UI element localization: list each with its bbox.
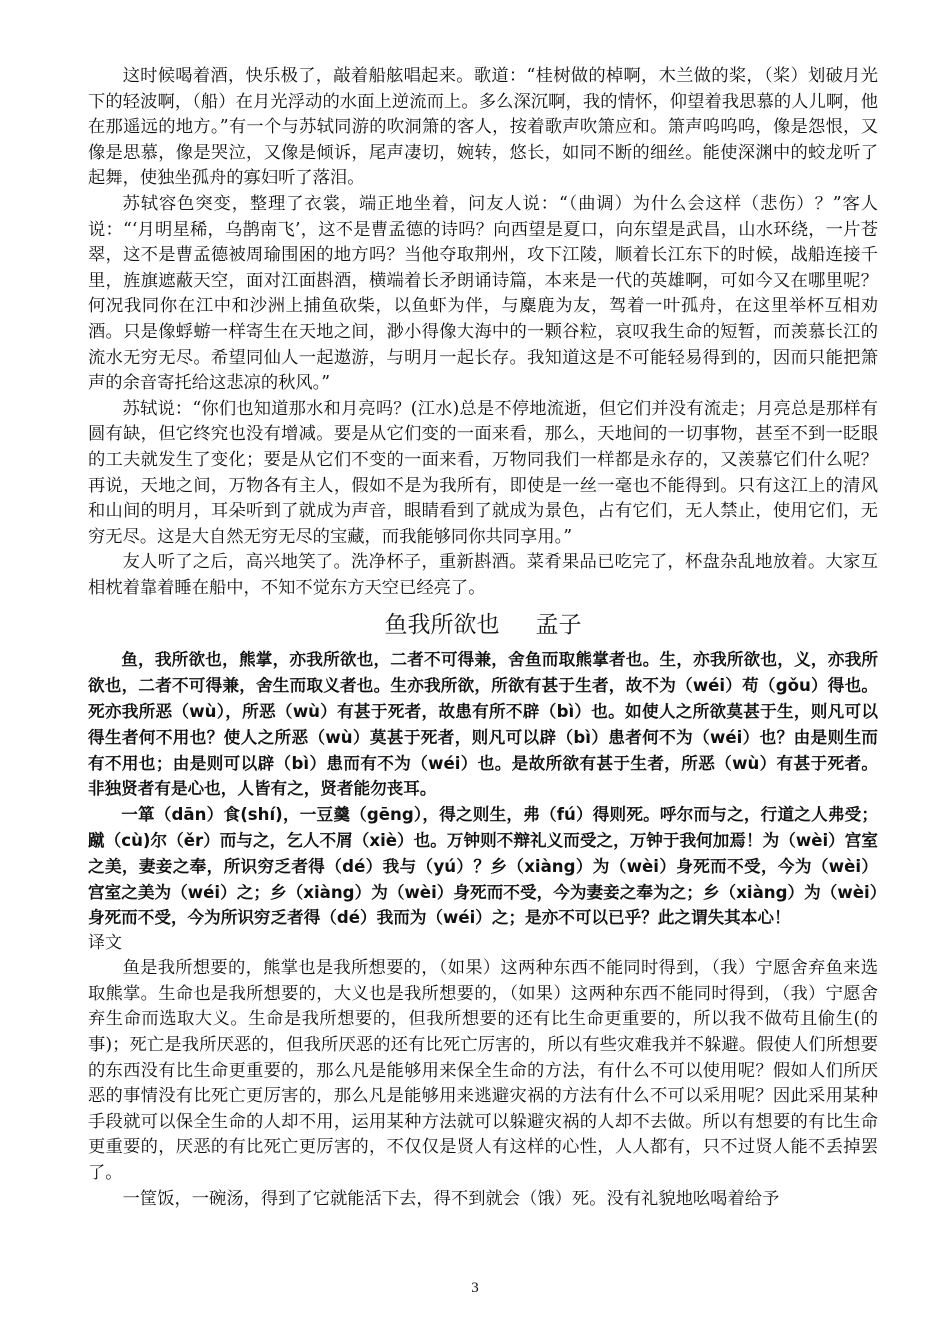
translation-paragraph-2: 苏轼容色突变，整理了衣裳，端正地坐着，问友人说：“（曲调）为什么会这样（悲伤）？”客人说：“‘月明星稀，乌鹊南飞’，这不是曹孟德的诗吗？向西望是夏口，向东望是武昌，山水环绕，一片苍翠，这不是曹孟德被周瑜围困的地方吗？当他夺取荆州，攻下江陵，顺着长江东下的时候，战船连接千里，旌旗遮蔽天空，面对江面斟酒，横端着长矛朗诵诗篇，本来是一代的英雄啊，可如今又在哪里呢？何况我同你在江中和沙洲上捕鱼砍柴，以鱼虾为伴，与麋鹿为友，驾着一叶孤舟，在这里举杯互相劝酒。只是像蜉蝣一样寄生在天地之间，渺小得像大海中的一颗谷粒，哀叹我生命的短暂，而羡慕长江的流水无穷无尽。希望同仙人一起遨游，与明月一起长存。我知道这是不可能轻易得到的，因而只能把箫声的余音寄托给这悲凉的秋风。” bbox=[88, 193, 878, 394]
translation-label: 译文 bbox=[88, 933, 122, 954]
page-number: 3 bbox=[471, 1280, 479, 1296]
translation-paragraph-4: 友人听了之后，高兴地笑了。洗净杯子，重新斟酒。菜肴果品已吃完了，杯盘杂乱地放着。大家互相枕着靠着睡在船中，不知不觉东方天空已经亮了。 bbox=[88, 552, 878, 598]
translation-bottom-paragraph-1: 鱼是我所想要的，熊掌也是我所想要的，（如果）这两种东西不能同时得到，（我）宁愿舍弃鱼来选取熊掌。生命也是我所想要的，大义也是我所想要的，（如果）这两种东西不能同时得到，（我）宁愿舍弃生命而选取大义。生命是我所想要的，但我所想要的还有比生命更重要的，所以我不做苟且偷生(的事)；死亡是我所厌恶的，但我所厌恶的还有比死亡厉害的，所以有些灾难我并不躲避。假使人们所想要的东西没有比生命更重要的，那么凡是能够用来保全生命的方法，有什么不可以使用呢？假如人们所厌恶的事情没有比死亡更厉害的，那么凡是能够用来逃避灾祸的方法有什么不可以采用呢？因此采用某种手段就可以保全生命的人却不用，运用某种方法就可以躲避灾祸的人却不去做。所以有想要的有比生命更重要的，厌恶的有比死亡更厉害的，不仅仅是贤人有这样的心性，人人都有，只不过贤人能不丢掉罢了。 bbox=[88, 958, 878, 1183]
section-title: 鱼我所欲也 bbox=[384, 612, 500, 639]
section-heading bbox=[88, 605, 878, 645]
section-author: 孟子 bbox=[535, 612, 582, 639]
translation-paragraph-1: 这时候喝着酒，快乐极了，敲着船舷唱起来。歌道：“桂树做的棹啊，木兰做的桨，（桨）划破月光下的轻波啊，（船）在月光浮动的水面上逆流而上。多么深沉啊，我的情怀，仰望着我思慕的人儿啊，他在那遥远的地方。”有一个与苏轼同游的吹洞箫的客人，按着歌声吹箫应和。箫声呜呜呜，像是怨恨，又像是思慕，像是哭泣，又像是倾诉，尾声凄切，婉转，悠长，如同不断的细丝。能使深渊中的蛟龙听了起舞，使独坐孤舟的寡妇听了落泪。 bbox=[88, 66, 878, 189]
original-paragraph-2: 一箪（dān）食(shí)，一豆羹（gēng），得之则生，弗（fú）得则死。呼尔而与之，行道之人弗受；蹴（cù)尔（ěr）而与之，乞人不屑（xiè）也。万钟则不辩礼义而受之，万钟于我何加焉！为（wèi）宫室之美，妻妾之奉，所识穷乏者得（dé）我与（yú）？乡（xiàng）为（wèi）身死而不受，今为（wèi）宫室之美为（wéi）之；乡（xiàng）为（wèi）身死而不受，今为妻妾之奉为之；乡（xiàng）为（wèi）身死而不受，今为所识穷乏者得（dé）我而为（wéi）之；是亦不可以已乎？此之谓失其本心！ bbox=[88, 805, 878, 928]
document-page bbox=[88, 64, 878, 1212]
translation-bottom-paragraph-2: 一筐饭，一碗汤，得到了它就能活下去，得不到就会（饿）死。没有礼貌地吆喝着给予 bbox=[122, 1188, 780, 1209]
original-text-section bbox=[88, 647, 878, 931]
translation-section-top bbox=[88, 64, 878, 601]
translation-section-bottom bbox=[88, 956, 878, 1212]
translation-paragraph-3: 苏轼说：“你们也知道那水和月亮吗？(江水)总是不停地流逝，但它们并没有流走；月亮总是那样有圆有缺，但它终究也没有增减。要是从它们变的一面来看，那么，天地间的一切事物，甚至不到一眨眼的工夫就发生了变化；要是从它们不变的一面来看，万物同我们一样都是永存的，又羡慕它们什么呢？再说，天地之间，万物各有主人，假如不是为我所有，即使是一丝一毫也不能得到。只有这江上的清风和山间的明月，耳朵听到了就成为声音，眼睛看到了就成为景色，占有它们，无人禁止，使用它们，无穷无尽。这是大自然无穷无尽的宝藏，而我能够同你共同享用。” bbox=[88, 398, 878, 547]
original-paragraph-1: 鱼，我所欲也，熊掌，亦我所欲也，二者不可得兼，舍鱼而取熊掌者也。生，亦我所欲也，义，亦我所欲也，二者不可得兼，舍生而取义者也。生亦我所欲，所欲有甚于生者，故不为（wéi）苟（gǒu）得也。死亦我所恶（wù），所恶（wù）有甚于死者，故患有所不辟（bì）也。如使人之所欲莫甚于生，则凡可以得生者何不用也？使人之所恶（wù）莫甚于死者，则凡可以辟（bì）患者何不为（wéi）也？由是则生而有不用也；由是则可以辟（bì）患而有不为（wéi）也。是故所欲有甚于生者，所恶（wù）有甚于死者。非独贤者有是心也，人皆有之，贤者能勿丧耳。 bbox=[88, 650, 878, 799]
